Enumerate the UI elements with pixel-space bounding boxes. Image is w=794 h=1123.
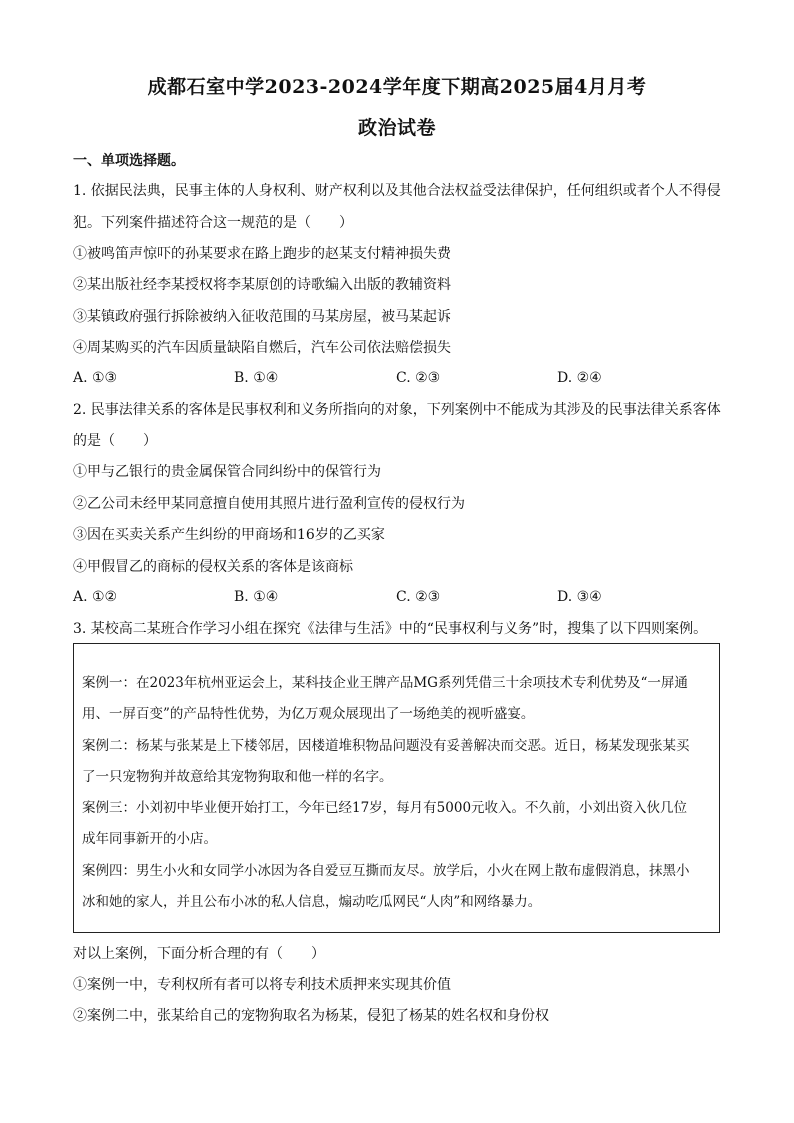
q2-item-3: ③因在买卖关系产生纠纷的甲商场和16岁的乙买家: [73, 527, 385, 543]
q1-option-c: C. ②③: [396, 370, 441, 386]
q2-item-1: ①甲与乙银行的贵金属保管合同纠纷中的保管行为: [73, 464, 381, 480]
case-line-3: 案例二：杨某与张某是上下楼邻居，因楼道堆积物品问题没有妥善解决而交恶。近日，杨某发现张某买: [82, 738, 690, 754]
q2-stem-line1: 2. 民事法律关系的客体是民事权利和义务所指向的对象，下列案例中不能成为其涉及的民事法律关系客体: [73, 402, 721, 418]
q2-item-2: ②乙公司未经甲某同意擅自使用其照片进行盈利宣传的侵权行为: [73, 496, 465, 512]
q2-option-a: A. ①②: [73, 589, 118, 605]
q1-item-3: ③某镇政府强行拆除被纳入征收范围的马某房屋，被马某起诉: [73, 309, 451, 325]
q1-stem-line1: 1. 依据民法典，民事主体的人身权利、财产权利以及其他合法权益受法律保护，任何组织或者个人不得侵: [73, 183, 721, 199]
case-line-8: 冰和她的家人，并且公布小冰的私人信息，煽动吃瓜网民“人肉”和网络暴力。: [82, 894, 542, 910]
q3-after-stem: 对以上案例，下面分析合理的有（ ）: [73, 946, 325, 962]
case-line-1: 案例一：在2023年杭州亚运会上，某科技企业王牌产品MG系列凭借三十余项技术专利优势及“一屏通: [82, 675, 688, 691]
section-heading: 一、单项选择题。: [73, 153, 185, 169]
case-line-5: 案例三：小刘初中毕业便开始打工，今年已经17岁，每月有5000元收入。不久前，小刘出资入伙几位: [82, 800, 688, 816]
q2-option-c: C. ②③: [396, 589, 441, 605]
q1-item-4: ④周某购买的汽车因质量缺陷自燃后，汽车公司依法赔偿损失: [73, 340, 451, 356]
q1-item-2: ②某出版社经李某授权将李某原创的诗歌编入出版的教辅资料: [73, 277, 451, 293]
q1-option-d: D. ②④: [557, 370, 602, 386]
q3-item-1: ①案例一中，专利权所有者可以将专利技术质押来实现其价值: [73, 977, 451, 993]
case-line-6: 成年同事新开的小店。: [82, 831, 217, 847]
q1-option-a: A. ①③: [73, 370, 118, 386]
q2-option-b: B. ①④: [234, 589, 279, 605]
exam-subtitle: 政治试卷: [357, 117, 436, 139]
q1-option-b: B. ①④: [234, 370, 279, 386]
q2-item-4: ④甲假冒乙的商标的侵权关系的客体是该商标: [73, 559, 353, 575]
case-box: [73, 643, 720, 933]
q1-stem-line2: 犯。下列案件描述符合这一规范的是（ ）: [73, 215, 353, 231]
exam-title: 成都石室中学2023-2024学年度下期高2025届4月月考: [147, 76, 647, 98]
q3-item-2: ②案例二中，张某给自己的宠物狗取名为杨某，侵犯了杨某的姓名权和身份权: [73, 1008, 549, 1024]
q2-stem-line2: 的是（ ）: [73, 433, 157, 449]
case-line-4: 了一只宠物狗并故意给其宠物狗取和他一样的名字。: [82, 769, 393, 785]
q1-item-1: ①被鸣笛声惊吓的孙某要求在路上跑步的赵某支付精神损失费: [73, 246, 451, 262]
case-line-7: 案例四：男生小火和女同学小冰因为各自爱豆互撕而友尽。放学后，小火在网上散布虚假消息，抹黑小: [82, 863, 690, 879]
case-line-2: 用、一屏百变”的产品特性优势，为亿万观众展现出了一场绝美的视听盛宴。: [82, 706, 535, 722]
q3-stem: 3. 某校高二某班合作学习小组在探究《法律与生活》中的“民事权利与义务”时，搜集了以下四则案例。: [73, 621, 708, 637]
q2-option-d: D. ③④: [557, 589, 602, 605]
